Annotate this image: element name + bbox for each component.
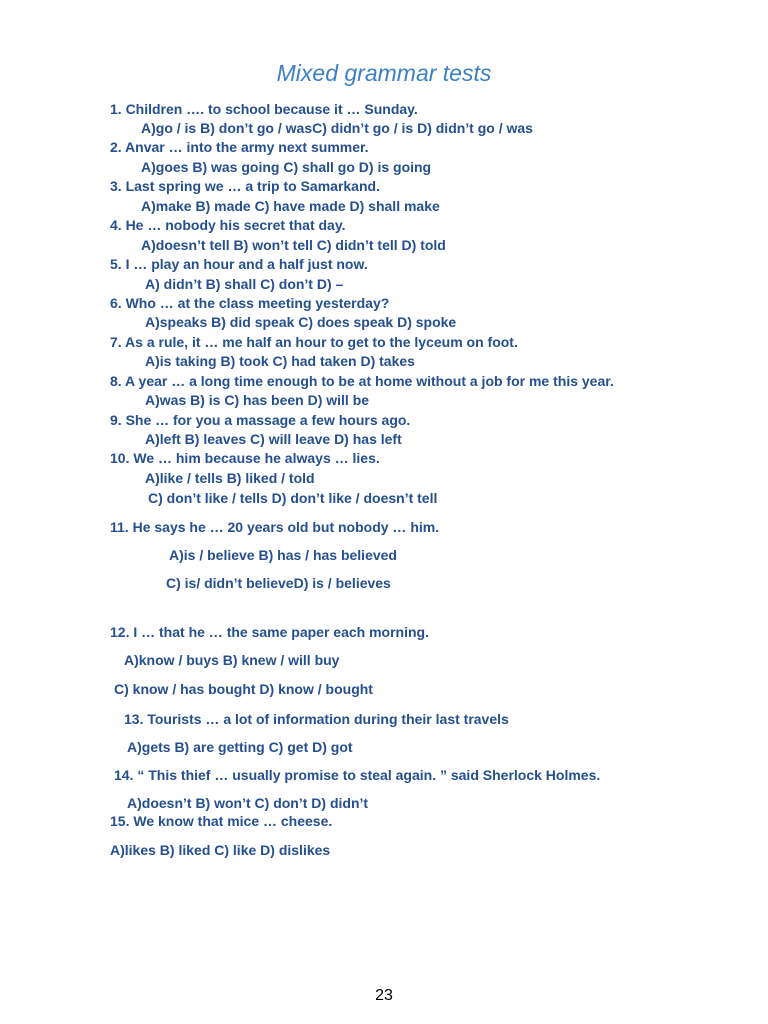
question-3-options: A)make B) made C) have made D) shall make <box>141 198 440 214</box>
question-7-options: A)is taking B) took C) had taken D) takes <box>145 353 415 369</box>
question-5-options: A) didn’t B) shall C) don’t D) – <box>145 276 344 292</box>
page-title: Mixed grammar tests <box>276 60 492 86</box>
question-5: 5. I … play an hour and a half just now. <box>110 256 368 272</box>
question-6: 6. Who … at the class meeting yesterday? <box>110 295 390 311</box>
question-7: 7. As a rule, it … me half an hour to get to the lyceum on foot. <box>110 334 518 350</box>
question-13: 13. Tourists … a lot of information during their last travels <box>124 711 509 727</box>
question-15-options: A)likes B) liked C) like D) dislikes <box>110 842 331 858</box>
question-2-options: A)goes B) was going C) shall go D) is going <box>141 159 432 175</box>
question-1-options: A)go / is B) don’t go / wasC) didn’t go / is D) didn’t go / was <box>141 120 533 136</box>
question-15: 15. We know that mice … cheese. <box>110 813 333 829</box>
question-2: 2. Anvar … into the army next summer. <box>110 139 369 155</box>
question-12-options-a-b: A)know / buys B) knew / will buy <box>124 652 340 668</box>
question-1: 1. Children …. to school because it … Sunday. <box>110 101 418 117</box>
question-11: 11. He says he … 20 years old but nobody … him. <box>110 519 440 535</box>
question-10-options-a-b: A)like / tells B) liked / told <box>145 470 315 486</box>
question-10-options-c-d: C) don’t like / tells D) don’t like / doesn’t tell <box>148 490 438 506</box>
question-8-options: A)was B) is C) has been D) will be <box>145 392 370 408</box>
question-11-options-c-d: C) is/ didn’t believeD) is / believes <box>166 575 391 591</box>
question-9-options: A)left B) leaves C) will leave D) has left <box>145 431 402 447</box>
question-6-options: A)speaks B) did speak C) does speak D) spoke <box>145 314 457 330</box>
question-13-options: A)gets B) are getting C) get D) got <box>127 739 353 755</box>
question-12: 12. I … that he … the same paper each morning. <box>110 624 429 640</box>
question-9: 9. She … for you a massage a few hours ago. <box>110 412 411 428</box>
page-number: 23 <box>375 987 393 1004</box>
question-14: 14. “ This thief … usually promise to steal again. ” said Sherlock Holmes. <box>114 767 601 783</box>
question-14-options: A)doesn’t B) won’t C) don’t D) didn’t <box>127 795 369 811</box>
question-12-options-c-d: C) know / has bought D) know / bought <box>114 681 373 697</box>
question-8: 8. A year … a long time enough to be at home without a job for me this year. <box>110 373 614 389</box>
question-10: 10. We … him because he always … lies. <box>110 450 380 466</box>
question-11-options-a-b: A)is / believe B) has / has believed <box>169 547 397 563</box>
question-4-options: A)doesn’t tell B) won’t tell C) didn’t tell D) told <box>141 237 446 253</box>
question-4: 4. He … nobody his secret that day. <box>110 217 346 233</box>
question-3: 3. Last spring we … a trip to Samarkand. <box>110 178 380 194</box>
